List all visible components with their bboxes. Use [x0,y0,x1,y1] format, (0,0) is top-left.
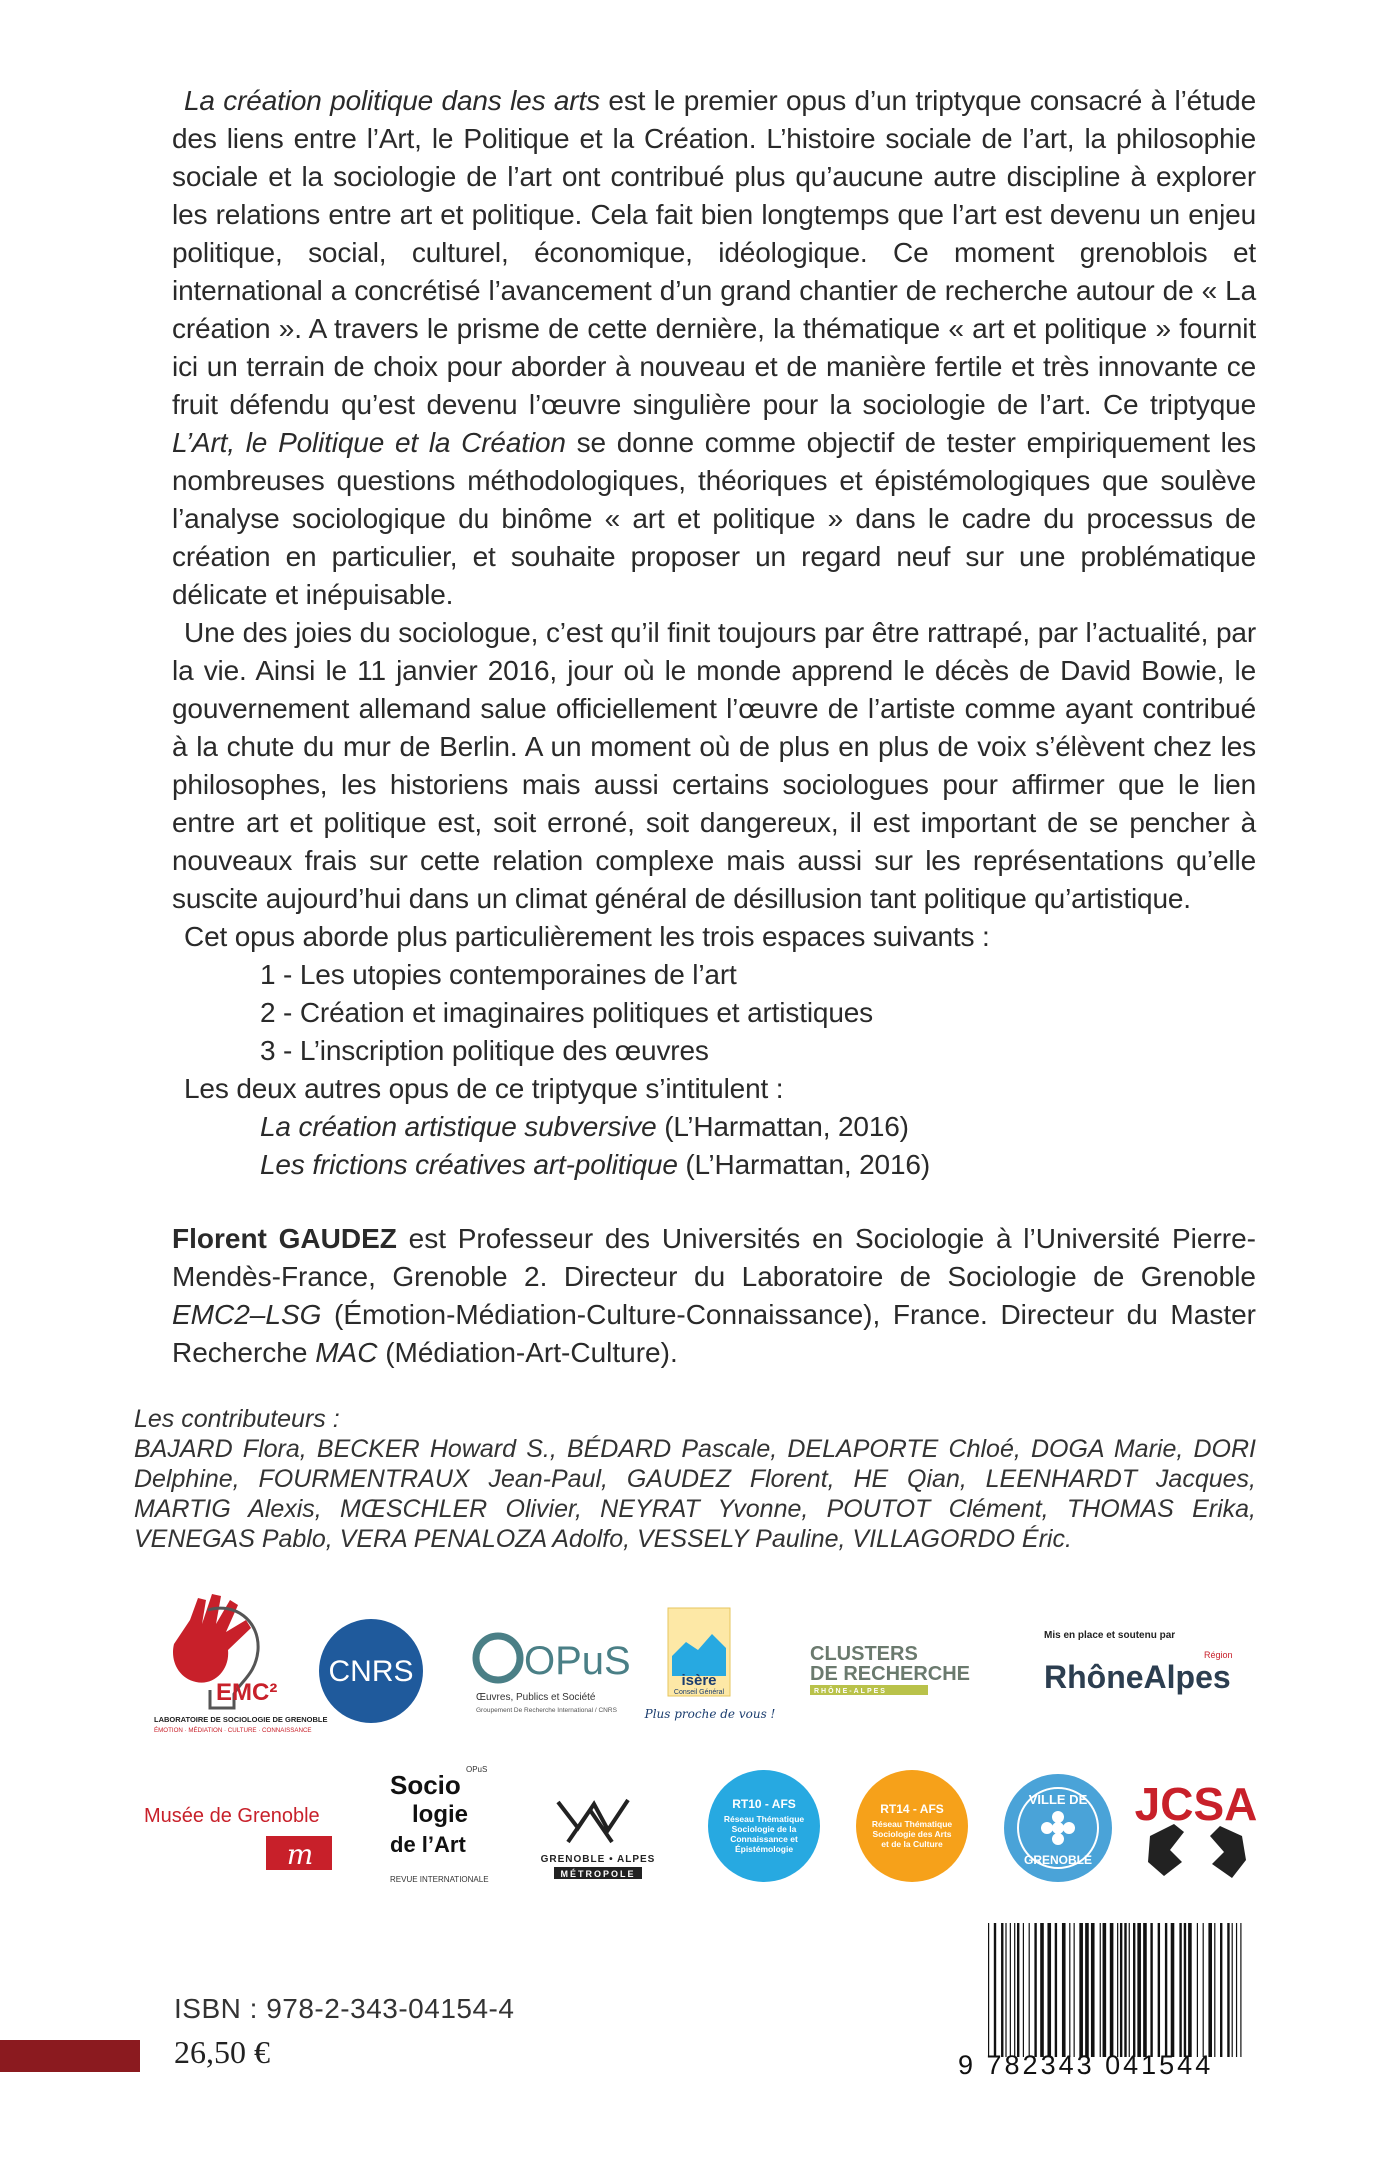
barcode-bar [1129,1923,1130,2057]
barcode-bar [1137,1923,1141,2057]
barcode-bar [1117,1923,1118,2057]
svg-text:Œuvres, Publics et Société: Œuvres, Publics et Société [476,1692,596,1703]
emc2-logo [150,1590,330,1760]
barcode-bar [1023,1923,1024,2057]
barcode-digits: 9 782343 041544 [958,2050,1214,2080]
grenoble-metropole-logo [538,1782,658,1882]
barcode-bar [1103,1923,1107,2057]
isere-logo [646,1606,776,1734]
barcode-bar [1179,1923,1181,2057]
author-name: Florent GAUDEZ [172,1223,397,1254]
emc2-wordmark: EMC² [216,1679,278,1706]
svg-text:REVUE INTERNATIONALE: REVUE INTERNATIONALE [390,1875,489,1884]
svg-text:CLUSTERS: CLUSTERS [810,1643,918,1665]
barcode-bar [1171,1923,1175,2057]
svg-text:JCSA: JCSA [1134,1778,1258,1830]
barcode-bar [1120,1923,1122,2057]
svg-text:Plus proche de vous !: Plus proche de vous ! [644,1707,776,1721]
barcode-bar [1220,1923,1222,2057]
barcode-bar [1005,1923,1006,2057]
svg-text:logie: logie [412,1801,469,1828]
barcode-bar [1208,1923,1212,2057]
sociologie-art-logo [386,1760,496,1890]
svg-text:Socio: Socio [390,1770,461,1800]
barcode-bar [1158,1923,1160,2057]
description-paragraph-1: La création politique dans les arts est le premier opus d’un triptyque consacré à l’étude des liens entre l’Art, le Politique et la Création. L’histoire sociale de l’art, la philosophie sociale et la sociologie de l’art ont contribué plus qu’aucune autre discipline à explorer les relations entre art et politique. Cela fait bien longtemps que l’art est devenu un enjeu politique, social, culturel, économique, idéologique. Ce moment grenoblois et international a concrétisé l’avancement d’un grand chantier de recherche autour de « La création ». A travers le prisme de cette dernière, la thématique « art et politique » fournit ici un terrain de choix pour aborder à nouveau et de manière fertile et très innovante ce fruit défendu qu’est devenu l’œuvre singulière pour la sociologie de l’art. Ce triptyque L’Art, le Politique et la Création se donne comme objectif de tester empiriquement les nombreuses questions méthodologiques, théoriques et épistémologiques que soulève l’analyse sociologique du binôme « art et politique » dans le cadre du processus de création en particulier, et souhaite proposer un regard neuf sur une problématique délicate et inépuisable. [172,85,1256,610]
svg-text:GRENOBLE: GRENOBLE [1023,1853,1093,1867]
barcode-bar [1133,1923,1135,2057]
barcode-bar [1040,1923,1044,2057]
barcode-bar [1143,1923,1147,2057]
barcode-bar [1240,1923,1241,2057]
barcode-bar [1100,1923,1101,2057]
isbn: ISBN : 978-2-343-04154-4 [174,1993,515,2024]
barcode-bar [1203,1923,1204,2057]
barcode-bar [1047,1923,1051,2057]
svg-text:OPuS: OPuS [524,1639,631,1683]
barcode-bar [1010,1923,1011,2057]
barcode-bar [1110,1923,1114,2057]
series-title-ref: L’Art, le Politique et la Création [172,427,566,458]
barcode-bar [1236,1923,1237,2057]
barcode-bar [1001,1923,1003,2057]
barcode-bar [1034,1923,1036,2057]
svg-text:Musée de Grenoble: Musée de Grenoble [144,1805,320,1827]
svg-text:Mis en place et soutenu par: Mis en place et soutenu par [1044,1630,1176,1641]
barcode-bar [1184,1923,1186,2057]
svg-text:isère: isère [681,1672,717,1689]
peaks-icon [558,1800,628,1842]
other-volumes-intro: Les deux autres opus de ce triptyque s’intitulent : [184,1073,784,1104]
barcode-bar [1188,1923,1192,2057]
barcode-bar [1055,1923,1057,2057]
clusters-logo [806,1638,1026,1702]
barcode-bar [1091,1923,1095,2057]
contributors-heading: Les contributeurs : [134,1405,340,1433]
barcode-bar [1017,1923,1019,2057]
svg-text:Région: Région [1204,1650,1233,1660]
rhone-alpes-logo [1040,1626,1260,1706]
barcode-bar [1074,1923,1075,2057]
svg-text:Groupement De Recherche Intern: Groupement De Recherche International / CNRS [476,1707,617,1714]
svg-text:m: m [286,1838,314,1871]
barcode-bar [1165,1923,1167,2057]
contributors-list: BAJARD Flora, BECKER Howard S., BÉDARD Pascale, DELAPORTE Chloé, DOGA Marie, DORI Delphine, FOURMENTRAUX Jean-Paul, GAUDEZ Florent, HE Qian, LEENHARDT Jacques, MARTIG Alexis, MŒSCHLER Olivier, NEYRAT Yvonne, POUTOT Clément, THOMAS Erika, VENEGAS Pablo, VERA PENALOZA Adolfo, VESSELY Pauline, VILLAGORDO Éric. [134,1435,1256,1553]
theme-item: 3 - L’inscription politique des œuvres [260,1035,709,1066]
lab-acronym: EMC2–LSG [172,1299,322,1330]
barcode-bar [1197,1923,1198,2057]
opus-logo [470,1618,631,1718]
svg-text:LABORATOIRE DE SOCIOLOGIE DE G: LABORATOIRE DE SOCIOLOGIE DE GRENOBLE [154,1715,328,1724]
musee-grenoble-logo [140,1796,340,1876]
svg-text:ÉMOTION · MÉDIATION · CULTURE: ÉMOTION · MÉDIATION · CULTURE · CONNAISSANCE [154,1727,312,1734]
cnrs-logo [316,1616,426,1726]
barcode-bar [1062,1923,1066,2057]
rt14-afs-logo: RT14 - AFS Réseau Thématique Sociologie des Arts et de la Culture [856,1770,968,1882]
ville-grenoble-logo [1000,1770,1116,1886]
svg-text:VILLE DE: VILLE DE [1028,1792,1088,1807]
svg-text:RHÔNE-ALPES: RHÔNE-ALPES [814,1688,887,1695]
barcode-bar [994,1923,996,2057]
jcsa-logo [1134,1766,1258,1894]
barcode [986,1914,1256,2066]
price: 26,50 € [174,2034,270,2070]
theme-item: 2 - Création et imaginaires politiques et artistiques [260,997,874,1028]
barcode-bar [1079,1923,1083,2057]
barcode-bar [1150,1923,1152,2057]
svg-text:GRENOBLE • ALPES: GRENOBLE • ALPES [540,1854,656,1865]
barcode-bar [1029,1923,1030,2057]
svg-text:Conseil Général: Conseil Général [673,1689,725,1696]
price-accent-bar [0,2040,140,2072]
theme-item: 1 - Les utopies contemporaines de l’art [260,959,737,990]
svg-text:CNRS: CNRS [328,1655,414,1688]
opus-ring-icon [476,1636,520,1680]
svg-text:OPuS: OPuS [466,1765,488,1774]
barcode-bar [1214,1923,1215,2057]
svg-text:DE RECHERCHE: DE RECHERCHE [810,1663,971,1685]
barcode-bar [988,1923,989,2057]
barcode-bar [1014,1923,1015,2057]
svg-text:MÉTROPOLE: MÉTROPOLE [560,1869,636,1879]
barcode-bar [1085,1923,1089,2057]
svg-text:RhôneAlpes: RhôneAlpes [1044,1659,1231,1695]
rt10-afs-logo: RT10 - AFS Réseau Thématique Sociologie de la Connaissance et Épistémologie [708,1770,820,1882]
barcode-bar [1124,1923,1126,2057]
themes-intro: Cet opus aborde plus particulièrement les trois espaces suivants : [184,921,990,952]
barcode-bar [1069,1923,1070,2057]
description-paragraph-2: Une des joies du sociologue, c’est qu’il finit toujours par être rattrapé, par l’actualité, par la vie. Ainsi le 11 janvier 2016, jour où le monde apprend le décès de David Bowie, le gouvernement allemand salue officiellement l’œuvre de l’artiste comme ayant contribué à la chute du mur de Berlin. A un moment où de plus en plus de voix s’élèvent chez les philosophes, les historiens mais aussi certains sociologues pour affirmer que le lien entre art et politique est, soit erroné, soit dangereux, il est important de se pencher à nouveaux frais sur cette relation complexe mais aussi sur les représentations qu’elle suscite aujourd’hui dans un climat général de désillusion tant politique qu’artistique. [172,617,1256,914]
other-volume: Les frictions créatives art-politique (L’Harmattan, 2016) [260,1149,930,1180]
master-acronym: MAC [315,1337,378,1368]
author-bio: Florent GAUDEZ est Professeur des Universités en Sociologie à l’Université Pierre-Mendès-France, Grenoble 2. Directeur du Laboratoire de Sociologie de Grenoble EMC2–LSG (Émotion-Médiation-Culture-Connaissance), France. Directeur du Master Recherche MAC (Médiation-Art-Culture). [172,1223,1256,1368]
barcode-bar [1227,1923,1229,2057]
svg-text:de l’Art: de l’Art [390,1832,466,1857]
red-hand-icon [173,1594,251,1683]
barcode-bar [1232,1923,1233,2057]
book-title-ref: La création politique dans les arts [184,85,600,116]
other-volume: La création artistique subversive (L’Harmattan, 2016) [260,1111,909,1142]
